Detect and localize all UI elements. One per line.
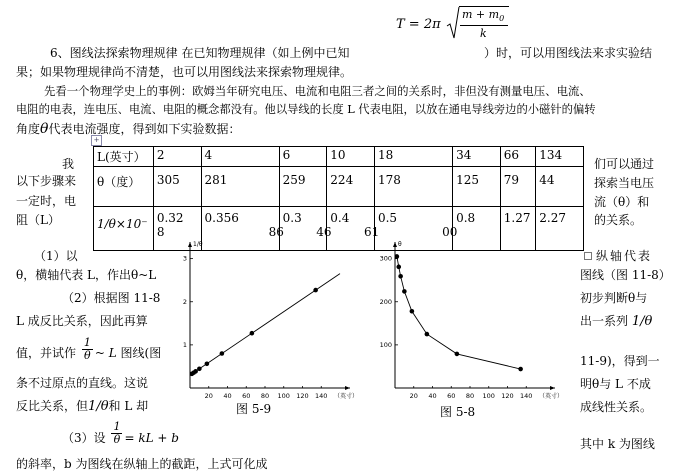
data-point [250,331,255,336]
table-cell: 0.8 00 [453,207,501,251]
table-cell: 0.32 8 [153,207,201,251]
sqrt-sign [446,6,460,40]
x-axis-arrow [550,386,555,390]
formula-den: k [480,27,487,40]
x-axis-label: （英寸） [334,393,359,400]
sqrt-bar [459,6,509,7]
row-head-L: L(英寸） [94,147,154,167]
table-cell: 4 [201,147,279,167]
table-cell: 2 [153,147,201,167]
para1-line1a: 6、图线法探索物理规律 在已知物理规律（如上例中已知 [50,46,350,60]
inv-theta-frac: $\frac{1}{\theta}$ [83,336,91,362]
data-point [518,367,523,372]
x-tick-label: 100 [482,392,495,400]
row-head-inv-theta: 1/θ×10⁻ [94,207,154,251]
chart-inv-theta-vs-L [160,240,360,415]
table-cell: 34 [453,147,501,167]
table-cell: 259 [279,167,327,207]
x-tick-label: 140 [520,392,533,400]
x-tick-label: 140 [315,392,328,400]
data-point [455,352,460,357]
table-cell: 66 [500,147,536,167]
left-col-1: 我 [62,157,75,171]
table-cell: 134 [536,147,584,167]
data-table [93,146,584,251]
step3-right: 其中 k 为图线 [580,437,655,451]
data-point [410,309,415,314]
data-point [395,254,400,259]
y-tick-label: 300 [379,254,392,263]
table-cell: 178 [374,167,452,207]
data-point [197,366,202,371]
inv-theta-frac-2: $\frac{1}{\theta}$ [113,420,121,446]
step2-right3: 11-9)，得到一 [580,354,660,368]
x-tick-label: 100 [277,392,290,400]
step2-right4: 明θ与 L 不成 [580,377,651,391]
table-cell: 0.3 86 [279,207,327,251]
table-cell: 79 [500,167,536,207]
right-col-1: 们可以通过 [594,157,655,171]
step1-right2: 图线（图 11-8） [580,268,671,282]
table-anchor-icon[interactable]: + [91,135,102,146]
table-cell: 6 [279,147,327,167]
step2-right2: 出一系列 1/θ [580,314,653,329]
table-cell: 0.356 [201,207,279,251]
table-cell: 44 [536,167,584,207]
table-cell: 18 [374,147,452,167]
y-axis-label: θ [398,241,402,248]
step3-a: （3）设 $\frac{1}{\theta}$ = kL + b [62,420,179,446]
data-point [313,288,318,293]
row-head-theta: θ（度） [94,167,154,207]
table-cell: 0.4 46 [327,207,375,251]
left-col-3: 一定时，电 [16,194,77,208]
x-tick-label: 60 [242,392,251,400]
step3-b: 的斜率，b 为图线在纵轴上的截距，上式可化成 [16,457,268,471]
y-tick-label: 100 [379,340,392,349]
table-cell: 305 [153,167,201,207]
step2-c: 值，并试作 $\frac{1}{\theta}$ ~ L 图线(图 [16,336,162,362]
x-tick-label: 60 [447,392,456,400]
x-axis-arrow [345,386,350,390]
formula-num: $m + m_0$ [462,8,505,24]
step2-right5: 成线性关系。 [580,400,653,414]
formula-lhs: T = 2π [396,17,441,32]
table-cell: 1.27 [500,207,536,251]
data-point [398,274,403,279]
y-axis-arrow [393,242,397,247]
step2-right1: 初步判断θ与 [580,291,648,305]
data-point [220,351,225,356]
table-row [94,147,584,167]
para2-line3: 先看一个物理学史上的事例：欧姆当年研究电压、电流和电阻三者之间的关系时，非但没有测量电压、电流、 [44,84,591,98]
step2-b: L 成反比关系，因此再算 [16,314,148,328]
table-cell: 281 [201,167,279,207]
para2-line4: 电阻的电表，连电压、电流、电阻的概念都没有。他以导线的长度 L 代表电阻，以放在通电导线旁边的小磁针的偏转 [16,103,596,116]
table-cell: 10 [327,147,375,167]
chart1-caption: 图 5-9 [236,402,272,416]
left-col-4: 阻（L） [16,213,60,227]
step1-a: （1）以 [34,249,78,263]
para1-line1b: ）时，可以用图线法来求实验结 [484,46,653,60]
y-tick-label: 3 [182,254,187,263]
data-point [396,265,401,270]
x-tick-label: 80 [260,392,270,400]
x-tick-label: 80 [465,392,475,400]
chart2-caption: 图 5-8 [440,405,476,419]
y-tick-label: 1 [182,340,187,349]
y-axis-arrow [188,242,192,247]
table-row [94,167,584,207]
table-cell: 0.5 61 [374,207,452,251]
checkbox-marker [584,252,592,260]
x-tick-label: 120 [296,392,309,400]
frac-bar [460,25,508,26]
data-point [193,369,198,374]
left-col-2: 以下步骤来 [16,174,77,188]
x-tick-label: 120 [501,392,514,400]
x-tick-label: 40 [428,392,437,400]
y-tick-label: 2 [182,297,187,306]
x-tick-label: 20 [204,392,213,400]
table-cell: 224 [327,167,375,207]
table-cell: 125 [453,167,501,207]
step2-e: 反比关系，但1/θ和 L 却 [16,399,149,414]
table-cell: 2.27 [536,207,584,251]
para1-line2: 果；如果物理规律尚不清楚，也可以用图线法来探索物理规律。 [16,65,353,79]
y-axis-label: 1/θ [193,241,203,248]
step2-a: （2）根据图 11-8 [62,291,161,305]
data-point [205,362,210,367]
y-tick-label: 200 [379,297,392,306]
right-col-3: 流（θ）和 [594,195,650,209]
right-col-2: 探索当电压 [594,176,655,190]
inv-theta-inline: 1/θ [631,314,653,329]
x-tick-label: 40 [223,392,232,400]
x-axis-label: （英寸） [539,393,564,400]
para2-line5: 角度θ代表电流强度，得到如下实验数据： [16,121,241,137]
x-tick-label: 20 [409,392,418,400]
step2-d: 条不过原点的直线。这说 [16,376,149,390]
chart-theta-vs-L [365,240,565,415]
right-col-4: 的关系。 [594,213,643,227]
data-point [425,332,430,337]
step1-b: θ，横轴代表 L，作出θ~L [16,268,157,282]
data-point [402,289,407,294]
series-line [397,256,521,369]
step1-right1: 纵轴代表 [596,249,653,263]
